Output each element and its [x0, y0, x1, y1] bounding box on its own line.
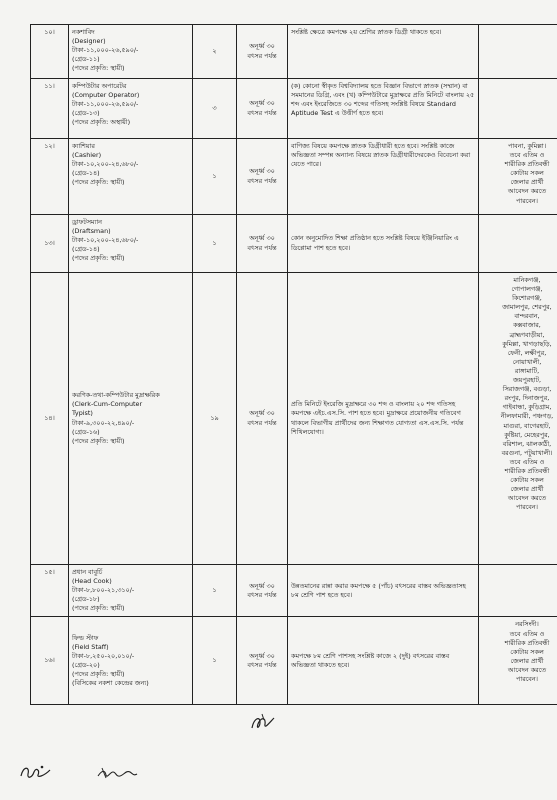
district-quota-line: পারবেন।	[516, 503, 538, 512]
serial-number-cell	[31, 79, 69, 139]
post-detail-line: ড্রাফটসম্যান	[72, 218, 102, 226]
post-detail-line: (পদের প্রকৃতি: স্থায়ী)	[72, 178, 125, 187]
district-quota-line: কুমিল্লা, খাগড়াছড়ি,	[502, 339, 552, 348]
qualification-cell	[288, 79, 479, 139]
post-count: ৩	[212, 103, 217, 112]
serial-number: ১০।	[44, 28, 55, 36]
district-quota-cell	[479, 79, 557, 139]
serial-number: ১২।	[44, 142, 55, 150]
qualification-cell	[288, 139, 479, 215]
post-count-cell	[193, 273, 237, 565]
age-limit-cell	[237, 139, 288, 215]
post-count: ১	[212, 238, 217, 247]
post-detail-line: কম্পিউটার অপারেটর	[72, 82, 127, 90]
qualification-text: কোন অনুমোদিত শিক্ষা প্রতিষ্ঠান হতে সংশ্লিষ্ট বিষয়ে ইঞ্জিনিয়ারিং এ ডিপ্লোমা পাশ হতে হবে।	[291, 234, 459, 252]
post-detail-line: (পদের প্রকৃতি: স্থায়ী)	[72, 670, 125, 679]
qualification-text: উন্নতমানের রান্না করার কমপক্ষে ৫ (পাঁচ) বৎসরের বাস্তব অভিজ্ঞতাসহ ৮ম শ্রেণি পাশ হতে হবে।	[291, 581, 466, 599]
post-count-cell	[193, 617, 237, 705]
qualification-text: সংশ্লিষ্ট ক্ষেত্রে কমপক্ষে ২য় শ্রেণির স্নাতক ডিগ্রী থাকতে হবে।	[291, 28, 442, 36]
post-count: ১	[212, 586, 217, 595]
district-quota-line: আবেদন করতে	[507, 187, 547, 196]
age-limit-line: অনূর্ধ্ব ৩০	[249, 167, 275, 176]
post-detail-line: টাকা-১১,০০০-২৬,৫৯০/-	[72, 46, 139, 55]
district-quota-line: কুষ্টিয়া, মেহেরপুর,	[504, 430, 550, 439]
post-detail-line: (গ্রেড-১৪)	[72, 169, 100, 178]
post-name-cell	[69, 215, 193, 273]
district-quota-line: কক্সবাজার,	[513, 321, 541, 330]
district-quota-line: তবে এতিম ও	[509, 629, 545, 638]
district-quota-line: মানিকগঞ্জ,	[513, 276, 541, 284]
qualification-cell	[288, 565, 479, 617]
post-name-cell	[69, 139, 193, 215]
post-detail-line: টাকা-৮,২৫০-২০,০১০/-	[72, 651, 135, 660]
post-detail-line: টাকা-১০,২০০-২৪,৬৮০/-	[72, 236, 139, 245]
table-row	[31, 565, 557, 617]
table-row	[31, 617, 557, 705]
age-limit-line: বৎসর পর্যন্ত	[247, 590, 277, 599]
qualification-text: প্রতি মিনিটে ইংরেজি মুদ্রাক্ষরে ৩০ শব্দ ও বাংলায় ২০ শব্দ গতিসহ কমপক্ষে এইচ.এস.সি. পাশ হতে হবে। মুদ্রাক্ষরে প্রয়োজনীয় গতিবেগ থাকলে বিভাগীয় প্রার্থীদের জন্য শিক্ষাগত যোগ্যতা এস.এস.সি. পর্যন্ত শিথিলযোগ্য।	[291, 400, 464, 436]
post-count: ১	[212, 656, 217, 665]
district-quota-cell	[479, 139, 557, 215]
district-quota-line: ফেনী, লক্ষীপুর,	[507, 348, 547, 357]
age-limit-line: অনূর্ধ্ব ৩০	[249, 651, 275, 660]
post-count: ১৯	[210, 413, 219, 422]
post-detail-line: ক্যাশিয়ার	[72, 142, 95, 150]
post-detail-line: (গ্রেড-১১)	[72, 55, 100, 64]
district-quota-line: রংপুর, দিনাজপুর,	[504, 394, 550, 403]
district-quota-line: পারবেন।	[516, 196, 538, 205]
age-limit-line: অনূর্ধ্ব ৩০	[249, 234, 275, 243]
post-name-cell	[69, 79, 193, 139]
age-limit-cell	[237, 617, 288, 705]
serial-number-cell	[31, 273, 69, 565]
post-count-cell	[193, 139, 237, 215]
district-quota-cell	[479, 215, 557, 273]
age-limit-line: অনূর্ধ্ব ৩০	[249, 409, 275, 418]
district-quota-cell	[479, 565, 557, 617]
age-limit-line: বৎসর পর্যন্ত	[247, 418, 277, 427]
post-name-cell	[69, 565, 193, 617]
post-detail-line: (পদের প্রকৃতি: স্থায়ী)	[72, 254, 125, 263]
post-detail-line: (গ্রেড-২০)	[72, 660, 100, 669]
district-quota-line: কোটায় সকল	[510, 476, 544, 485]
post-detail-line: (গ্রেড-১৪)	[72, 245, 100, 254]
district-quota-line: বরিশাল, ঝালকাঠী,	[502, 439, 552, 448]
post-detail-line: করণিক-তথা-কম্পিউটার মুদ্রাক্ষরিক	[72, 391, 160, 400]
district-quota-line: বরগুনা, পটুয়াখালী।	[501, 448, 553, 457]
post-detail-line: (Field Staff)	[72, 642, 109, 651]
qualification-cell	[288, 25, 479, 79]
district-quota-line: সিরাজগঞ্জ, বগুড়া,	[502, 385, 552, 394]
qualification-text: কমপক্ষে ৮ম শ্রেণি পাশসহ সংশ্লিষ্ট কাজে ২ (দুই) বৎসরের বাস্তব অভিজ্ঞতা থাকতে হবে।	[291, 651, 450, 669]
district-quota-line: কোটায় সকল	[510, 647, 544, 656]
serial-number: ১৪।	[44, 413, 55, 422]
post-detail-line: (Cashier)	[72, 151, 102, 160]
age-limit-line: অনূর্ধ্ব ৩০	[249, 99, 275, 108]
table-row	[31, 139, 557, 215]
serial-number: ১৫।	[44, 568, 55, 576]
post-detail-line: (Draftsman)	[72, 227, 111, 236]
post-count-cell	[193, 565, 237, 617]
table-row	[31, 215, 557, 273]
age-limit-cell	[237, 25, 288, 79]
table-row	[31, 79, 557, 139]
serial-number: ১৬।	[44, 656, 55, 665]
district-quota-line: নীলফামারী, পঞ্চগড়,	[500, 412, 554, 421]
post-detail-line: টাকা-৯,৩০০-২২,৪৯০/-	[72, 418, 135, 427]
district-quota-line: গোপালগঞ্জ,	[511, 285, 543, 294]
district-quota-line: শারীরিক প্রতিবন্ধী	[504, 466, 550, 475]
post-detail-line: প্রধান বাবুর্চি	[72, 568, 103, 576]
post-detail-line: (পদের প্রকৃতি: স্থায়ী)	[72, 436, 125, 445]
age-limit-line: বৎসর পর্যন্ত	[247, 108, 277, 117]
job-posts-table	[30, 24, 557, 705]
post-count-cell	[193, 215, 237, 273]
post-count: ১	[212, 171, 217, 180]
serial-number: ১৩।	[44, 238, 55, 247]
qualification-cell	[288, 215, 479, 273]
serial-number-cell	[31, 617, 69, 705]
district-quota-line: জয়পুরহাট,	[512, 376, 542, 385]
age-limit-cell	[237, 565, 288, 617]
post-detail-line: (Head Cook)	[72, 577, 112, 586]
district-quota-line: গাইবান্ধা, কুড়িগ্রাম,	[502, 403, 552, 412]
district-quota-line: ব্রাহ্মণবাড়ীয়া,	[509, 330, 545, 339]
age-limit-cell	[237, 79, 288, 139]
age-limit-line: বৎসর পর্যন্ত	[247, 176, 277, 185]
table-row	[31, 25, 557, 79]
signature-right	[96, 764, 138, 782]
post-detail-line: (Clerk-Cum-Computer	[72, 400, 143, 409]
district-quota-line: পারবেন।	[516, 675, 538, 684]
district-quota-line: জেলার প্রার্থী	[510, 485, 544, 494]
age-limit-line: অনূর্ধ্ব ৩০	[249, 42, 275, 51]
post-detail-line: টাকা-৮,৮০০-২১,৩১০/-	[72, 586, 135, 595]
serial-number-cell	[31, 565, 69, 617]
district-quota-line: শারীরিক প্রতিবন্ধী	[504, 160, 550, 169]
district-quota-line: কোটায় সকল	[510, 169, 544, 178]
post-detail-line: (পদের প্রকৃতি: অস্থায়ী)	[72, 118, 131, 127]
age-limit-cell	[237, 215, 288, 273]
district-quota-cell	[479, 617, 557, 705]
serial-number: ১১।	[44, 82, 55, 90]
qualification-text: বাণিজ্য বিষয়ে কমপক্ষে স্নাতক ডিগ্রীধারী হতে হবে। সংশ্লিষ্ট কাজে অভিজ্ঞতা সম্পন্ন অন্যান্য বিষয়ে স্নাতক ডিগ্রীধারীদেরকেও বিবেচনা করা যেতে পারে।	[291, 142, 471, 169]
district-quota-line: মাগুরা, বাগেরহাট,	[503, 421, 551, 430]
signature-center	[248, 712, 278, 734]
age-limit-line: অনূর্ধ্ব ৩০	[249, 581, 275, 590]
post-detail-line: টাকা-১১,০০০-২৬,৫৯০/-	[72, 100, 139, 109]
post-count: ২	[212, 46, 217, 55]
district-quota-line: নোয়াখালী,	[512, 357, 542, 366]
qualification-cell	[288, 273, 479, 565]
post-detail-line: (গ্রেড-১৩)	[72, 109, 100, 118]
age-limit-line: বৎসর পর্যন্ত	[247, 243, 277, 252]
table-row	[31, 273, 557, 565]
serial-number-cell	[31, 25, 69, 79]
post-detail-line: নকশাবিদ	[72, 28, 95, 36]
post-detail-line: (Designer)	[72, 37, 106, 46]
serial-number-cell	[31, 139, 69, 215]
post-name-cell	[69, 273, 193, 565]
district-quota-line: জেলার প্রার্থী	[510, 178, 544, 187]
post-detail-line: (Computer Operator)	[72, 91, 140, 100]
post-count-cell	[193, 25, 237, 79]
post-detail-line: (পদের প্রকৃতি: স্থায়ী)	[72, 604, 125, 613]
post-detail-line: Typist)	[72, 409, 93, 418]
district-quota-line: কিশোরগঞ্জ,	[512, 294, 542, 303]
district-quota-line: বান্দরবান,	[514, 312, 540, 321]
district-quota-line: আবেদন করতে	[507, 665, 547, 674]
serial-number-cell	[31, 215, 69, 273]
signature-left	[18, 762, 54, 782]
district-quota-line: তবে এতিম ও	[509, 151, 545, 160]
age-limit-line: বৎসর পর্যন্ত	[247, 660, 277, 669]
post-detail-line: (বিসিকের নকশা কেন্দ্রের জন্য)	[72, 679, 149, 688]
age-limit-cell	[237, 273, 288, 565]
qualification-text: (ক) কোনো স্বীকৃত বিশ্ববিদ্যালয় হতে বিজ্ঞান বিভাগে স্নাতক (সম্মান) বা সমমানের ডিগ্রি, এবং (খ) কম্পিউটারে মুদ্রাক্ষরে প্রতি মিনিটে বাংলায় ২৫ শব্দ এবং ইংরেজিতে ৩০ শব্দের গতিসহ সংশ্লিষ্ট বিষয়ে Standard Aptitude Test এ উত্তীর্ণ হতে হবে।	[291, 82, 475, 118]
qualification-cell	[288, 617, 479, 705]
district-quota-line: শারীরিক প্রতিবন্ধী	[504, 638, 550, 647]
post-name-cell	[69, 617, 193, 705]
post-count-cell	[193, 79, 237, 139]
post-detail-line: (গ্রেড-১৮)	[72, 595, 100, 604]
age-limit-line: বৎসর পর্যন্ত	[247, 51, 277, 60]
post-detail-line: টাকা-১০,২০০-২৪,৬৮০/-	[72, 160, 139, 169]
district-quota-line: নরসিংদী।	[515, 620, 539, 629]
post-name-cell	[69, 25, 193, 79]
district-quota-cell	[479, 25, 557, 79]
district-quota-cell	[479, 273, 557, 565]
district-quota-line: আবেদন করতে	[507, 494, 547, 503]
district-quota-line: জেলার প্রার্থী	[510, 656, 544, 665]
district-quota-line: তবে এতিম ও	[509, 457, 545, 466]
post-detail-line: (পদের প্রকৃতি: স্থায়ী)	[72, 64, 125, 73]
post-detail-line: (গ্রেড-১৬)	[72, 427, 100, 436]
district-quota-line: পাবনা, কুমিল্লা।	[507, 142, 546, 150]
district-quota-line: জামালপুর, শেরপুর,	[502, 303, 552, 312]
post-detail-line: ফিল্ড স্টাফ	[72, 633, 99, 642]
district-quota-line: রাঙ্গামাটি,	[514, 366, 540, 375]
